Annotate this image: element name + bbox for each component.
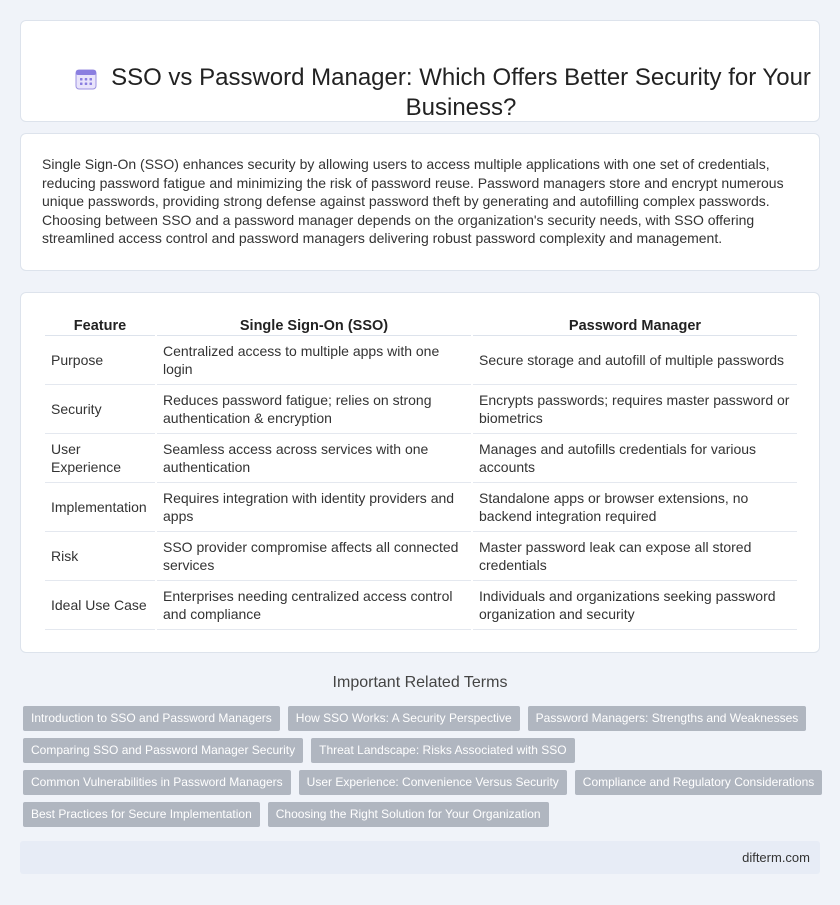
password-manager-cell: Standalone apps or browser extensions, no backend integration required [473,483,797,532]
sso-cell: Enterprises needing centralized access control and compliance [157,581,471,630]
intro-paragraph: Single Sign-On (SSO) enhances security by allowing users to access multiple applications with one set of credentials, reducing password fatigue and minimizing the risk of password reuse. Password managers store and encrypt numerous unique passwords, providing strong defense against password theft by generating and autofilling complex passwords. Choosing between SSO and a password manager depends on the organization's security needs, with SSO offering streamlined access control and password managers delivering robust password complexity and management. [42,156,784,246]
feature-cell: Security [45,385,155,434]
table-row [45,434,797,483]
feature-cell: Implementation [45,483,155,532]
password-manager-cell: Individuals and organizations seeking password organization and security [473,581,797,630]
header-feature: Feature [45,316,155,336]
sso-cell: Centralized access to multiple apps with one login [157,336,471,385]
sso-cell: SSO provider compromise affects all connected services [157,532,471,581]
sso-cell: Reduces password fatigue; relies on strong authentication & encryption [157,385,471,434]
feature-cell: Ideal Use Case [45,581,155,630]
table-row [45,385,797,434]
password-manager-cell: Master password leak can expose all stored credentials [473,532,797,581]
header-card [20,20,820,122]
table-row [45,581,797,630]
related-term-tag[interactable]: Threat Landscape: Risks Associated with SSO [311,738,574,763]
calendar-icon [74,67,98,91]
related-term-tag[interactable]: Comparing SSO and Password Manager Security [23,738,303,763]
password-manager-cell: Manages and autofills credentials for various accounts [473,434,797,483]
sso-cell: Seamless access across services with one authentication [157,434,471,483]
feature-cell: User Experience [45,434,155,483]
footer-domain[interactable]: difterm.com [742,850,810,865]
feature-cell: Risk [45,532,155,581]
table-row [45,336,797,385]
password-manager-cell: Encrypts passwords; requires master password or biometrics [473,385,797,434]
page-title: SSO vs Password Manager: Which Offers Better Security for Your Business? [111,64,811,121]
intro-card [20,133,820,271]
footer [20,841,820,874]
password-manager-cell: Secure storage and autofill of multiple passwords [473,336,797,385]
related-terms-list [23,706,823,827]
comparison-table [43,316,799,630]
header-sso: Single Sign-On (SSO) [157,316,471,336]
related-term-tag[interactable]: Choosing the Right Solution for Your Organization [268,802,549,827]
related-term-tag[interactable]: Best Practices for Secure Implementation [23,802,260,827]
sso-cell: Requires integration with identity providers and apps [157,483,471,532]
table-header-row [45,316,797,336]
table-row [45,483,797,532]
header-password-manager: Password Manager [473,316,797,336]
related-term-tag[interactable]: How SSO Works: A Security Perspective [288,706,520,731]
related-term-tag[interactable]: Common Vulnerabilities in Password Managers [23,770,291,795]
feature-cell: Purpose [45,336,155,385]
related-terms-title: Important Related Terms [332,674,508,691]
table-row [45,532,797,581]
related-term-tag[interactable]: Password Managers: Strengths and Weaknesses [528,706,807,731]
comparison-table-card [20,292,820,653]
related-term-tag[interactable]: Compliance and Regulatory Considerations [575,770,822,795]
related-term-tag[interactable]: Introduction to SSO and Password Managers [23,706,280,731]
related-term-tag[interactable]: User Experience: Convenience Versus Security [299,770,567,795]
